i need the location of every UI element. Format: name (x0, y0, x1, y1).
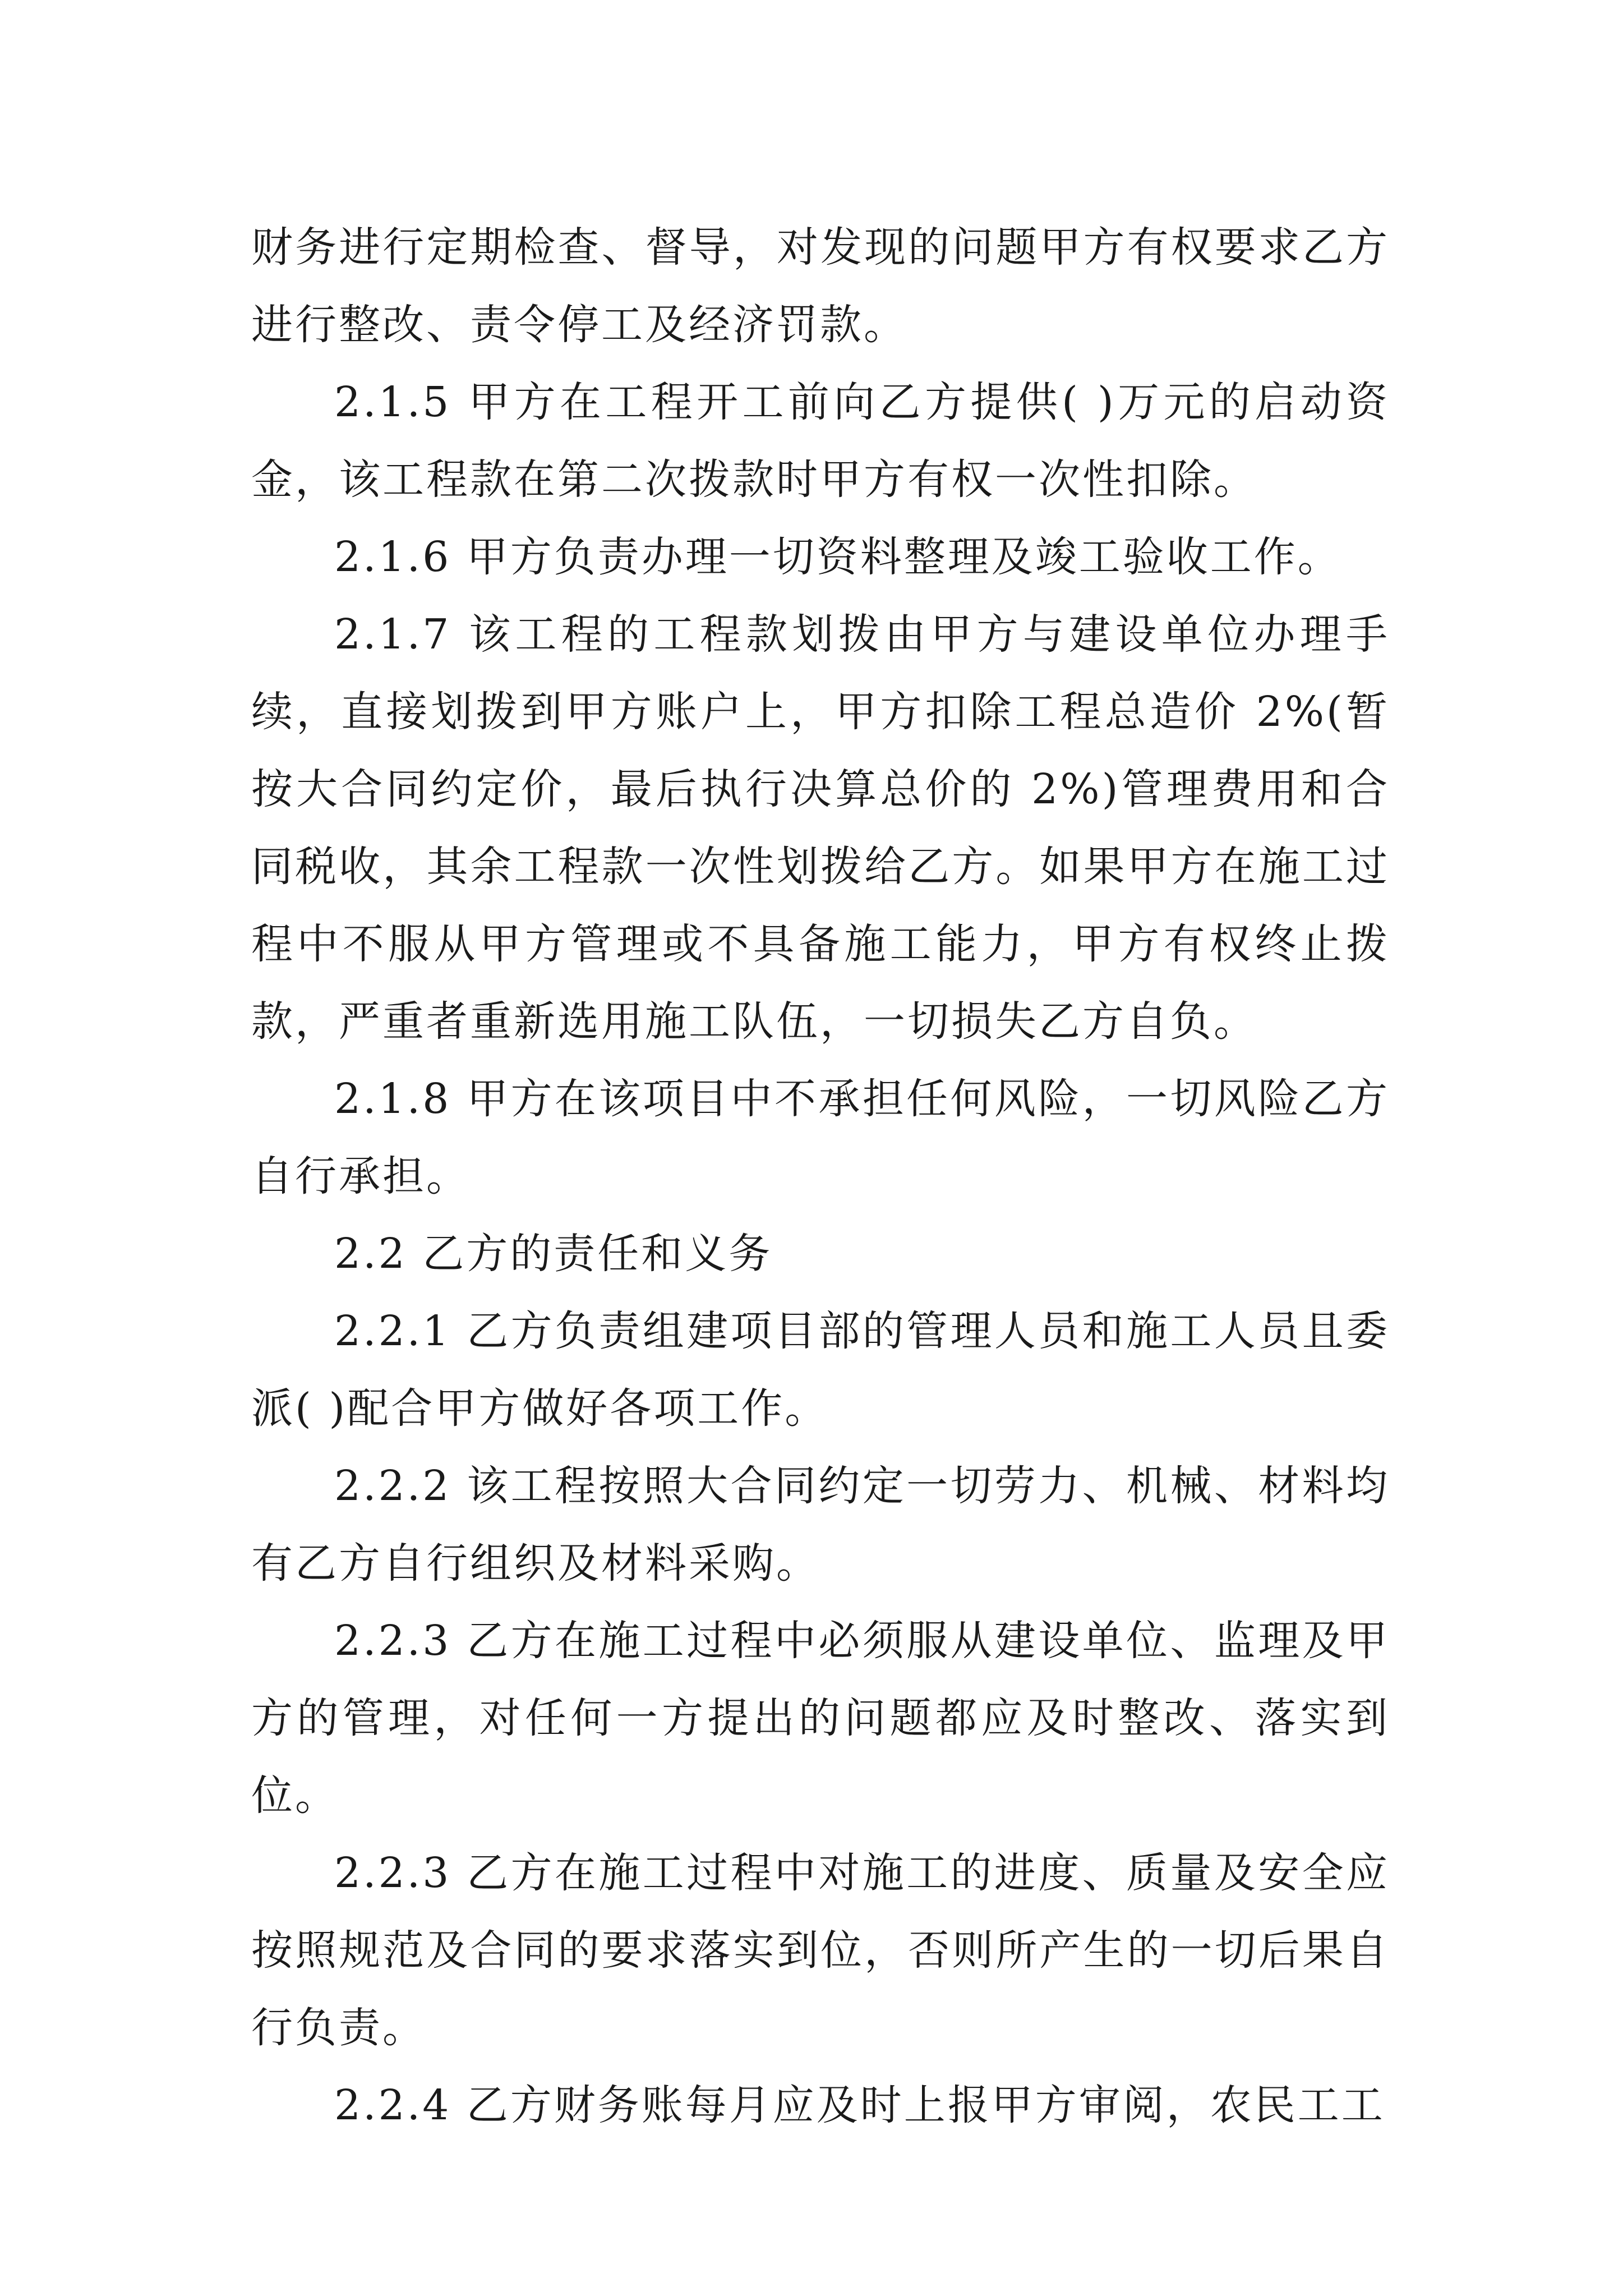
paragraph-2-2-1: 2.2.1 乙方负责组建项目部的管理人员和施工人员且委派( )配合甲方做好各项工作。 (251, 1307, 1390, 1433)
paragraph-2-2-3-a: 2.2.3 乙方在施工过程中必须服从建设单位、监理及甲方的管理，对任何一方提出的问题都应及时整改、落实到位。 (251, 1617, 1390, 1820)
paragraph-2-1-6: 2.1.6 甲方负责办理一切资料整理及竣工验收工作。 (334, 533, 1341, 581)
paragraph-2-2-3-b: 2.2.3 乙方在施工过程中对施工的进度、质量及安全应按照规范及合同的要求落实到位，否则所产生的一切后果自行负责。 (251, 1849, 1390, 2052)
paragraph-2-1-7: 2.1.7 该工程的工程款划拨由甲方与建设单位办理手续，直接划拨到甲方账户上，甲方扣除工程总造价 2%(暂按大合同约定价，最后执行决算总价的 2%)管理费用和合同税收，其余工程款一次性划拨给乙方。如果甲方在施工过程中不服从甲方管理或不具备施工能力，甲方有权终止拨款，严重者重新选用施工队伍，一切损失乙方自负。 (251, 610, 1390, 1046)
paragraph-2-2-2: 2.2.2 该工程按照大合同约定一切劳力、机械、材料均有乙方自行组织及材料采购。 (251, 1462, 1390, 1588)
paragraph-2-1-5: 2.1.5 甲方在工程开工前向乙方提供( )万元的启动资金，该工程款在第二次拨款时甲方有权一次性扣除。 (251, 378, 1390, 504)
document-body (251, 209, 1390, 2144)
paragraph-2-1-8: 2.1.8 甲方在该项目中不承担任何风险，一切风险乙方自行承担。 (251, 1075, 1390, 1200)
paragraph-continuation: 财务进行定期检查、督导，对发现的问题甲方有权要求乙方进行整改、责令停工及经济罚款。 (251, 223, 1390, 349)
paragraph-2-2-4: 2.2.4 乙方财务账每月应及时上报甲方审阅，农民工工 (334, 2081, 1385, 2129)
section-heading-2-2: 2.2 乙方的责任和义务 (334, 1230, 773, 1278)
